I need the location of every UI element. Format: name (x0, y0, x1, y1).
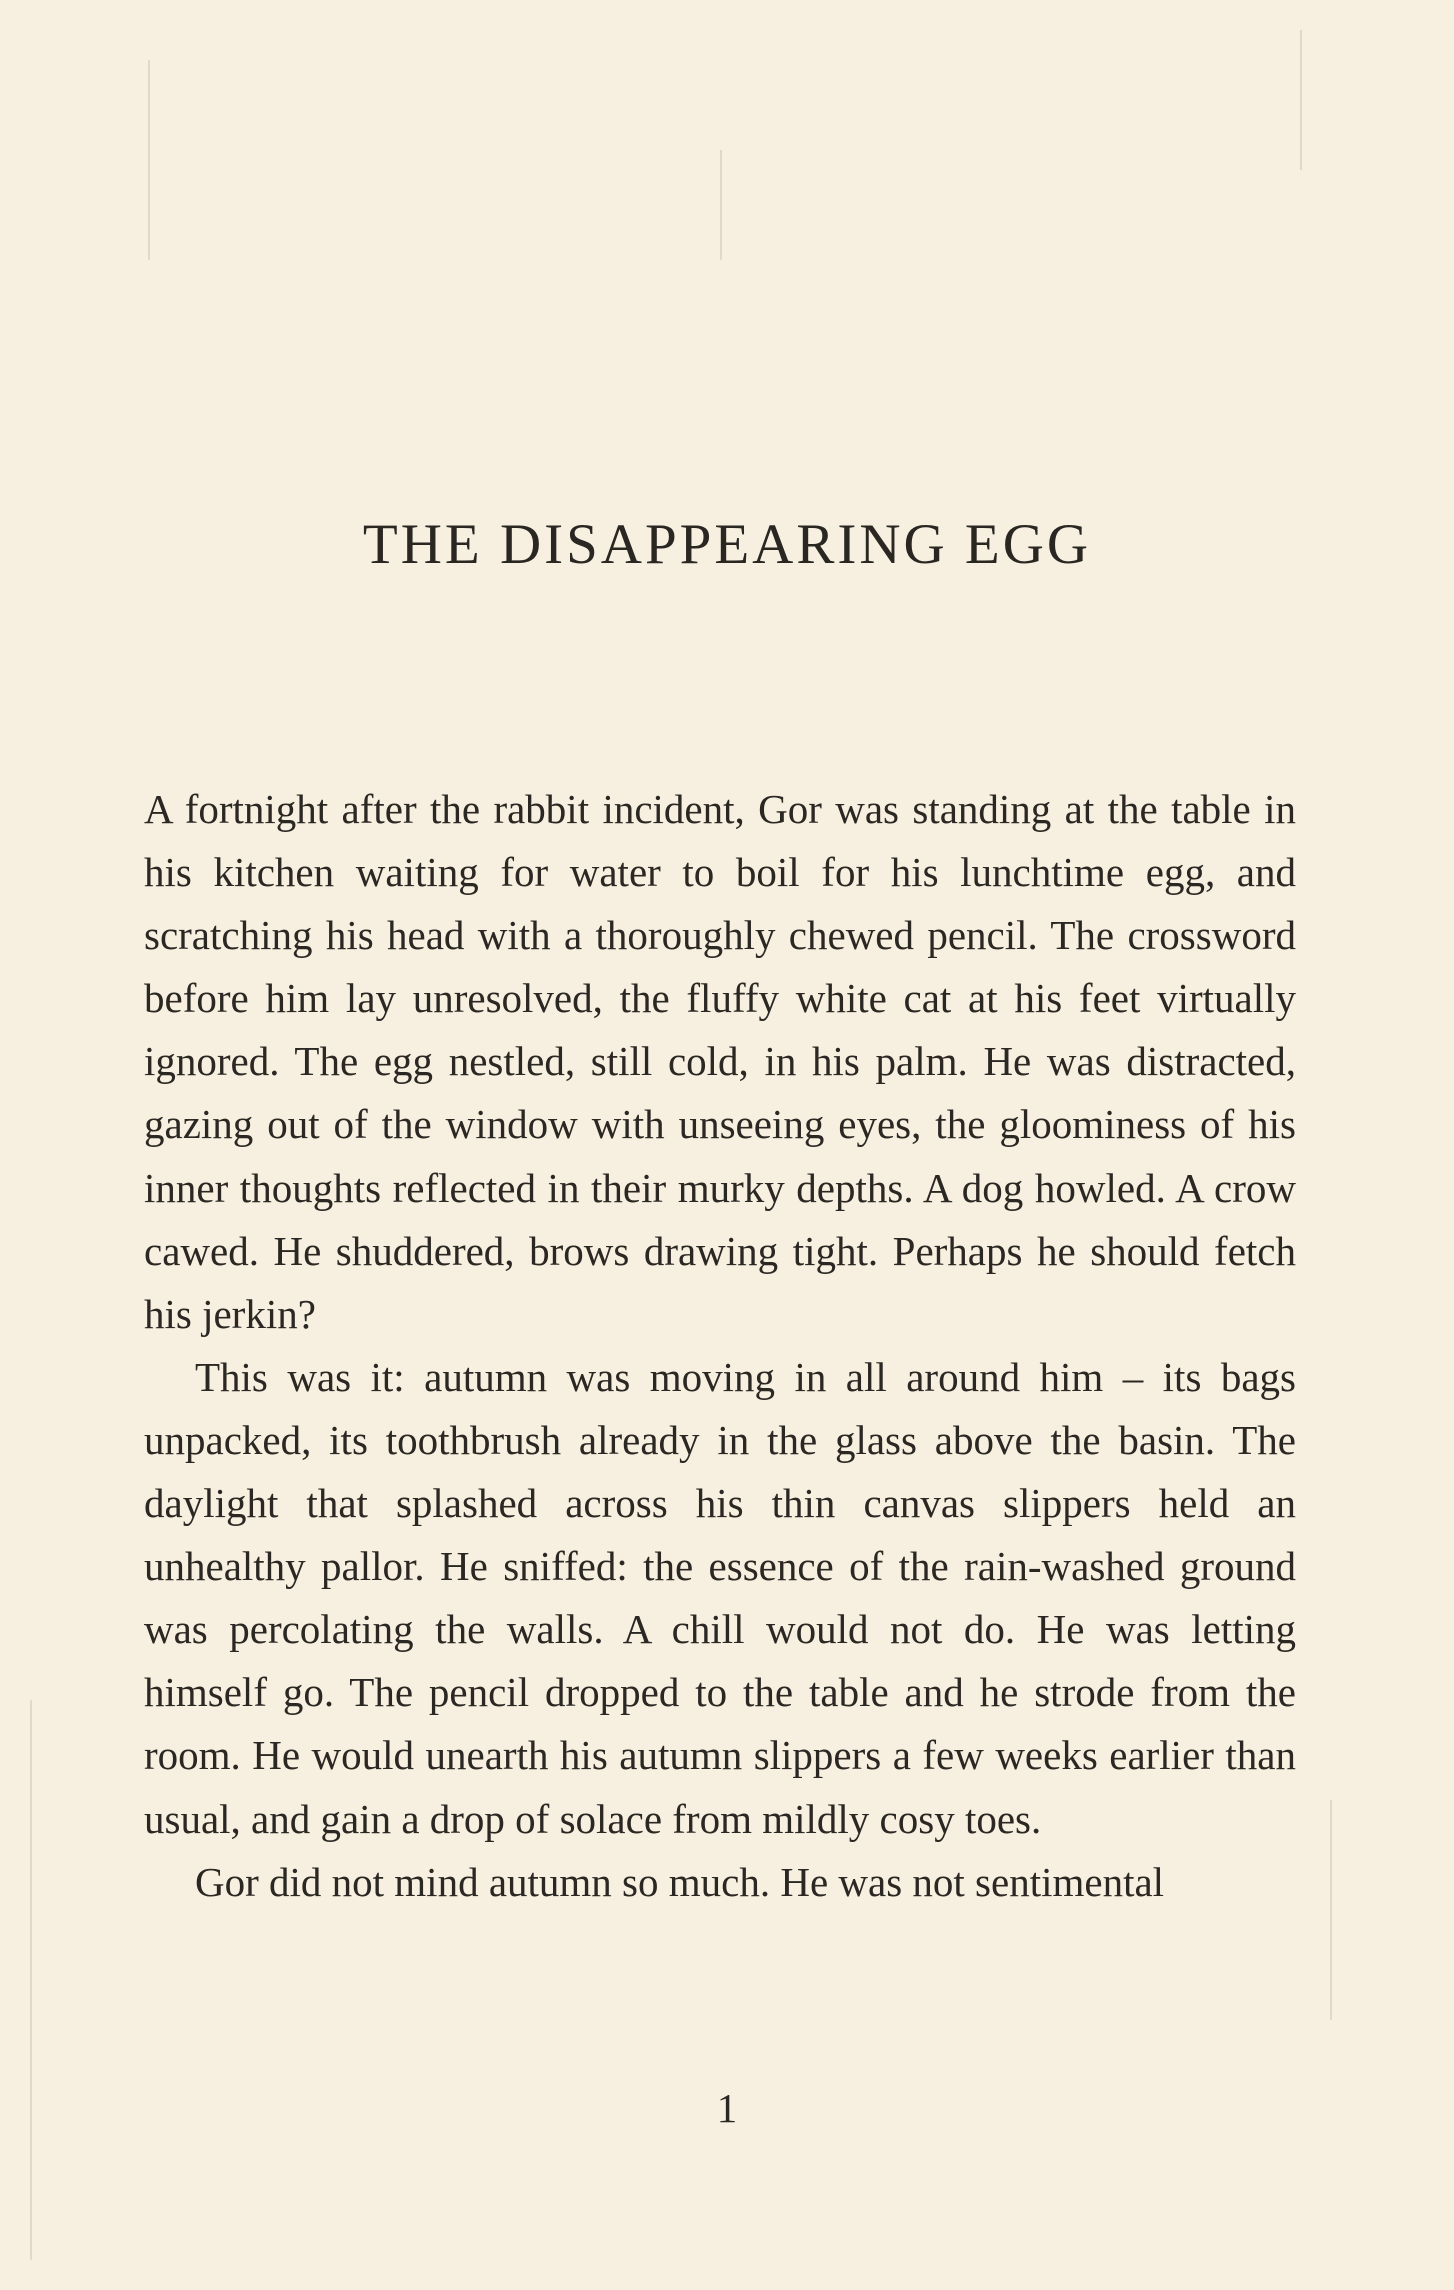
paragraph: Gor did not mind autumn so much. He was not sentimental (195, 1858, 1165, 1905)
scan-artifact-line (720, 150, 722, 260)
page-number: 1 (716, 2085, 738, 2131)
paragraph: This was it: autumn was moving in all around him – its bags unpacked, its toothbrush already in the glass above the basin. The daylight that splashed across his thin canvas slippers held an unhealthy pallor. He sniffed: the essence of the rain-washed ground was percolating the walls. A chill would not do. He was letting himself go. The pencil dropped to the table and he strode from the room. He would unearth his autumn slippers a few weeks earlier than usual, and gain a drop of solace from mildly cosy toes. (144, 1353, 1296, 1842)
scan-artifact-line (1300, 30, 1302, 170)
chapter-title: THE DISAPPEARING EGG (362, 513, 1092, 576)
scan-artifact-line (1330, 1800, 1332, 2020)
scan-artifact-line (148, 60, 150, 260)
scan-artifact-line (30, 1700, 32, 2260)
chapter-body (144, 778, 1296, 1914)
paragraph: A fortnight after the rabbit incident, Gor was standing at the table in his kitchen waiting for water to boil for his lunchtime egg, and scratching his head with a thoroughly chewed pencil. The crossword before him lay unresolved, the fluffy white cat at his feet virtually ignored. The egg nestled, still cold, in his palm. He was distracted, gazing out of the window with unseeing eyes, the gloominess of his inner thoughts reflected in their murky depths. A dog howled. A crow cawed. He shuddered, brows drawing tight. Perhaps he should fetch his jerkin? (144, 786, 1296, 1337)
